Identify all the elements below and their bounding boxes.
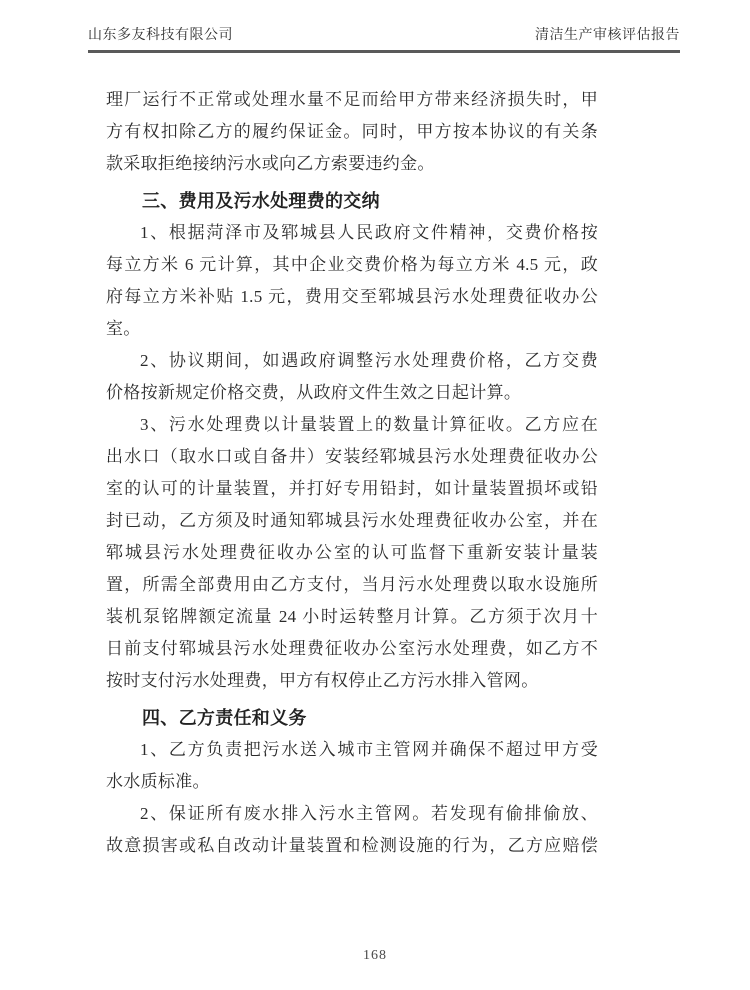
text-line: 置，所需全部费用由乙方支付，当月污水处理费以取水设施所 — [106, 575, 598, 594]
text-line: 郓城县污水处理费征收办公室的认可监督下重新安装计量装 — [106, 543, 598, 562]
text-line: 款采取拒绝接纳污水或向乙方索要违约金。 — [106, 154, 435, 173]
page-header — [88, 24, 680, 53]
page-number: 168 — [363, 948, 387, 963]
text-line: 室。 — [106, 319, 141, 338]
text-line: 室的认可的计量装置，并打好专用铅封，如计量装置损坏或铅 — [106, 479, 598, 498]
text-line: 1、根据菏泽市及郓城县人民政府文件精神，交费价格按 — [140, 223, 598, 242]
text-line: 府每立方米补贴 1.5 元，费用交至郓城县污水处理费征收办公 — [106, 287, 598, 306]
page-footer — [0, 948, 750, 964]
document-body — [106, 84, 598, 862]
section-heading: 四、乙方责任和义务 — [142, 708, 307, 728]
text-line: 故意损害或私自改动计量装置和检测设施的行为，乙方应赔偿 — [106, 836, 598, 855]
text-line: 装机泵铭牌额定流量 24 小时运转整月计算。乙方须于次月十 — [106, 607, 598, 626]
text-line: 按时支付污水处理费，甲方有权停止乙方污水排入管网。 — [106, 671, 539, 690]
text-line: 封已动，乙方须及时通知郓城县污水处理费征收办公室，并在 — [106, 511, 598, 530]
text-line: 出水口（取水口或自备井）安装经郓城县污水处理费征收办公 — [106, 447, 598, 466]
text-line: 日前支付郓城县污水处理费征收办公室污水处理费，如乙方不 — [106, 639, 598, 658]
header-company-name: 山东多友科技有限公司 — [88, 26, 233, 42]
header-report-title: 清洁生产审核评估报告 — [535, 26, 680, 42]
text-line: 3、污水处理费以计量装置上的数量计算征收。乙方应在 — [140, 415, 598, 434]
text-line: 每立方米 6 元计算，其中企业交费价格为每立方米 4.5 元，政 — [106, 255, 598, 274]
text-line: 2、协议期间，如遇政府调整污水处理费价格，乙方交费 — [140, 351, 598, 370]
text-line: 理厂运行不正常或处理水量不足而给甲方带来经济损失时，甲 — [106, 90, 598, 109]
section-heading: 三、费用及污水处理费的交纳 — [142, 191, 380, 211]
text-line: 水水质标准。 — [106, 772, 210, 791]
text-line: 价格按新规定价格交费，从政府文件生效之日起计算。 — [106, 383, 522, 402]
text-line: 1、乙方负责把污水送入城市主管网并确保不超过甲方受 — [140, 740, 598, 759]
text-line: 方有权扣除乙方的履约保证金。同时，甲方按本协议的有关条 — [106, 122, 598, 141]
text-line: 2、保证所有废水排入污水主管网。若发现有偷排偷放、 — [140, 804, 598, 823]
